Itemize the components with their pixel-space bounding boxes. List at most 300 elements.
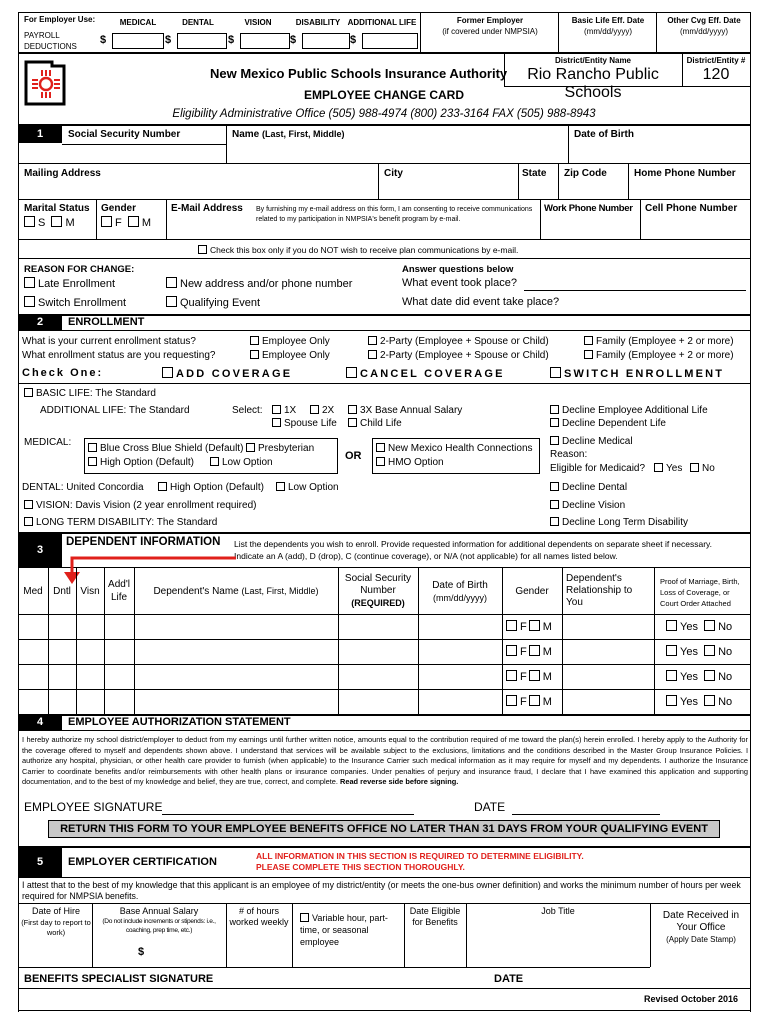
switch-enrollment-label-2: SWITCH ENROLLMENT — [564, 368, 725, 380]
city-label: City — [384, 168, 403, 179]
f-label: F — [520, 646, 527, 658]
switch-enrollment-option-2 — [550, 367, 724, 380]
job-title-label: Job Title — [541, 906, 575, 916]
basic-life-eff-label: Basic Life Eff. Date — [571, 16, 645, 25]
ssn1: Social Security — [344, 573, 412, 584]
no-email-option — [198, 245, 518, 255]
dep1-m-checkbox[interactable] — [529, 620, 540, 631]
home-phone-label: Home Phone Number — [634, 168, 736, 179]
dep2-f-checkbox[interactable] — [506, 645, 517, 656]
divider — [226, 125, 227, 163]
hours-input[interactable] — [228, 935, 290, 966]
table-row — [666, 670, 732, 683]
decline-add-life-label: Decline Employee Additional Life — [562, 405, 708, 416]
spouse-life-checkbox[interactable] — [272, 418, 281, 427]
dental-high-checkbox[interactable] — [158, 482, 167, 491]
divider — [656, 12, 657, 52]
col-ssn — [338, 573, 418, 610]
work-phone-label: Work Phone Number — [544, 203, 633, 214]
dependent-info-heading: DEPENDENT INFORMATION — [66, 536, 221, 548]
gender-m-checkbox[interactable] — [128, 216, 139, 227]
variable-checkbox[interactable] — [300, 913, 309, 922]
payroll-deductions: PAYROLL DEDUCTIONS — [24, 31, 77, 51]
f-label: F — [520, 671, 527, 683]
dependent-instructions-2: Indicate an A (add), D (drop), C (continue coverage), or N/A (not applicable) for all names listed below. — [234, 551, 618, 561]
no-label: No — [718, 646, 733, 658]
life-1x-label: 1X — [284, 405, 297, 416]
add-coverage-checkbox[interactable] — [162, 367, 173, 378]
divider — [518, 163, 519, 199]
divider — [654, 567, 655, 714]
vision-label: VISION: Davis Vision (2 year enrollment required) — [36, 500, 257, 511]
medicaid-no-label: No — [702, 463, 715, 474]
yes-label: Yes — [680, 646, 698, 658]
state-label: State — [522, 168, 547, 179]
child-life-option — [348, 418, 402, 429]
answer-questions-label: Answer questions below — [402, 264, 514, 275]
mailing-input[interactable] — [20, 182, 376, 198]
row-rule — [18, 383, 750, 384]
specialist-date-input[interactable] — [530, 970, 648, 988]
dep1-yes-checkbox[interactable] — [666, 620, 677, 631]
salary-dollar: $ — [138, 946, 145, 958]
current-two-party-checkbox[interactable] — [368, 336, 377, 345]
medicaid-yes-option — [654, 463, 682, 474]
proof3: Court Order Attached — [660, 599, 731, 608]
ltd-label: LONG TERM DISABILITY: The Standard — [36, 517, 218, 528]
divider — [650, 903, 651, 967]
col-medical: MEDICAL — [119, 18, 157, 27]
dep4-yes-checkbox[interactable] — [666, 695, 677, 706]
attest-text: I attest that to the best of my knowledge that this applicant is an employee of my district/entity (or meets the one-bus owner definition) and works the minimum number of hours per week required for NMPSIA benefits. — [22, 880, 741, 901]
disability-deduction-input[interactable] — [302, 33, 350, 49]
table-row — [506, 645, 552, 658]
section-rule — [18, 846, 750, 848]
table-row — [666, 695, 732, 708]
vision-option — [24, 500, 256, 511]
what-event-line — [524, 290, 746, 291]
section-2-number: 2 — [18, 315, 62, 330]
current-two-party — [368, 336, 549, 347]
spouse-life-label: Spouse Life — [284, 418, 337, 429]
cell-phone-input[interactable] — [642, 218, 748, 238]
medical-label: MEDICAL: — [24, 437, 72, 448]
district-name: Rio Rancho Public Schools — [527, 66, 659, 101]
table-row — [506, 670, 552, 683]
district-num-label: District/Entity # — [686, 56, 746, 65]
enrollment-heading: ENROLLMENT — [68, 316, 145, 328]
employee-date-label: DATE — [474, 800, 506, 814]
cell-phone-label: Cell Phone Number — [645, 203, 738, 214]
current-status-label: What is your current enrollment status? — [22, 336, 196, 347]
return-notice: RETURN THIS FORM TO YOUR EMPLOYEE BENEFITS OFFICE NO LATER THAN 31 DAYS FROM YOUR QUALIFYING EVENT — [60, 823, 708, 835]
table-row — [506, 695, 552, 708]
bcbs-option — [88, 443, 243, 454]
add-coverage-option — [162, 367, 292, 380]
check-one-label: Check One: — [22, 367, 104, 379]
decline-dep-life-option — [550, 418, 666, 429]
low-option-checkbox[interactable] — [210, 457, 219, 466]
additional-life-label: ADDITIONAL LIFE: The Standard — [40, 405, 190, 416]
no-email-label: Check this box only if you do NOT wish to receive plan communications by e-mail. — [210, 245, 519, 255]
marital-m-checkbox[interactable] — [51, 216, 62, 227]
two-party-label: 2-Party (Employee + Spouse or Child) — [380, 336, 549, 347]
dob-label: Date of Birth — [574, 129, 634, 140]
date-of-hire-label: Date of Hire — [31, 906, 81, 916]
decline-medical-checkbox[interactable] — [550, 436, 559, 445]
marital-m-label: M — [65, 217, 75, 229]
decline-add-life-checkbox[interactable] — [550, 405, 559, 414]
date-format-hint: (mm/dd/yyyy) — [584, 27, 632, 36]
medicaid-label: Eligible for Medicaid? — [550, 463, 646, 474]
low-option — [210, 457, 273, 468]
decline-dental-label: Decline Dental — [562, 482, 628, 493]
specialist-signature-input[interactable] — [228, 970, 488, 988]
dollar-sign: $ — [290, 34, 297, 46]
other-cvg-eff-label: Other Cvg Eff. Date — [667, 16, 741, 25]
life-3x-label: 3X Base Annual Salary — [360, 405, 463, 416]
dep3-m-checkbox[interactable] — [529, 670, 540, 681]
decline-vision-option — [550, 500, 625, 511]
req-two-party-checkbox[interactable] — [368, 350, 377, 359]
no-label: No — [718, 696, 733, 708]
city-input[interactable] — [380, 182, 516, 198]
family-label: Family (Employee + 2 or more) — [596, 350, 734, 361]
divider — [420, 12, 421, 52]
current-family — [584, 336, 734, 347]
gender-f-checkbox[interactable] — [101, 216, 112, 227]
authorization-heading: EMPLOYEE AUTHORIZATION STATEMENT — [68, 716, 291, 728]
what-date-input[interactable] — [566, 295, 746, 309]
medicaid-yes-label: Yes — [666, 463, 683, 474]
reason-label: REASON FOR CHANGE: — [24, 264, 135, 275]
employee-signature-input[interactable] — [162, 798, 414, 814]
revised-date: Revised October 2016 — [644, 994, 739, 1004]
decline-vision-checkbox[interactable] — [550, 500, 559, 509]
basic-life-option — [24, 388, 156, 399]
dep2-no-checkbox[interactable] — [704, 645, 715, 656]
decline-dep-life-checkbox[interactable] — [550, 418, 559, 427]
new-address-checkbox[interactable] — [166, 277, 177, 288]
rel1: Dependent's — [566, 573, 622, 584]
life-3x-checkbox[interactable] — [348, 405, 357, 414]
section-1-number: 1 — [18, 125, 62, 143]
dep4-f-checkbox[interactable] — [506, 695, 517, 706]
row-rule — [18, 664, 750, 665]
hmo-label: HMO Option — [388, 457, 444, 468]
dep4-m-checkbox[interactable] — [529, 695, 540, 706]
dep3-no-checkbox[interactable] — [704, 670, 715, 681]
switch-enrollment-option — [24, 296, 126, 309]
dental-label: DENTAL: United Concordia — [22, 482, 144, 493]
late-enrollment-label: Late Enrollment — [38, 278, 116, 290]
medicaid-no-checkbox[interactable] — [690, 463, 699, 472]
nmhc-label: New Mexico Health Connections — [388, 443, 533, 454]
divider — [96, 199, 97, 239]
row-rule — [18, 689, 750, 690]
red-arrow-icon — [60, 550, 240, 586]
office-contact: Eligibility Administrative Office (505) 988-4974 (800) 233-3164 FAX (505) 988-8943 — [172, 108, 596, 120]
required-notice — [256, 851, 584, 873]
state-input[interactable] — [520, 182, 556, 198]
qualifying-event-label: Qualifying Event — [180, 297, 261, 309]
dep4-no-checkbox[interactable] — [704, 695, 715, 706]
hmo-checkbox[interactable] — [376, 457, 385, 466]
medicaid-yes-checkbox[interactable] — [654, 463, 663, 472]
no-label: No — [718, 671, 733, 683]
col-dep-name — [134, 586, 338, 597]
life-2x-label: 2X — [322, 405, 335, 416]
presbyterian-label: Presbyterian — [258, 443, 315, 454]
email-input[interactable] — [170, 224, 538, 238]
decline-ltd-label: Decline Long Term Disability — [562, 517, 688, 528]
dep-name-sub: (Last, First, Middle) — [241, 586, 319, 596]
ssn-input[interactable] — [62, 144, 226, 163]
card-title: EMPLOYEE CHANGE CARD — [303, 88, 464, 102]
ltd-option — [24, 517, 217, 528]
email-label: E-Mail Address — [171, 203, 243, 214]
read-reverse: Read reverse side before signing. — [340, 777, 459, 786]
date-eligible-input[interactable] — [406, 935, 464, 966]
decline-add-life-option — [550, 405, 708, 416]
life-label: Life — [110, 592, 128, 603]
required-line-1: ALL INFORMATION IN THIS SECTION IS REQUIRED TO DETERMINE ELIGIBILITY. — [256, 851, 584, 861]
specialist-date-label: DATE — [494, 973, 524, 985]
for-employer-use: For Employer Use: — [24, 15, 96, 24]
proof1: Proof of Marriage, Birth, — [660, 577, 740, 586]
district-name-label: District/Entity Name — [554, 56, 632, 65]
qualifying-event-checkbox[interactable] — [166, 296, 177, 307]
date-eligible-label: Date Eligible for Benefits — [409, 906, 461, 927]
col-addl-life — [104, 578, 134, 604]
cancel-coverage-label: CANCEL COVERAGE — [360, 368, 505, 380]
name-input[interactable] — [228, 144, 566, 163]
col-proof — [660, 576, 750, 609]
or-label: OR — [345, 450, 362, 462]
dollar-sign: $ — [100, 34, 107, 46]
dental-low-checkbox[interactable] — [276, 482, 285, 491]
marital-s-label: S — [38, 217, 46, 229]
date-format-hint: (mm/dd/yyyy) — [680, 27, 728, 36]
presbyterian-option — [246, 443, 314, 454]
switch-enrollment-checkbox[interactable] — [24, 296, 35, 307]
decline-ltd-checkbox[interactable] — [550, 517, 559, 526]
m-label: M — [542, 646, 552, 658]
hmo-option — [376, 457, 444, 468]
dob-input[interactable] — [570, 144, 748, 163]
col-vision: VISION — [244, 18, 272, 27]
two-party-label: 2-Party (Employee + Spouse or Child) — [380, 350, 549, 361]
divider — [562, 567, 563, 714]
dep3-f-checkbox[interactable] — [506, 670, 517, 681]
decline-dep-life-label: Decline Dependent Life — [562, 418, 666, 429]
date-of-hire-input[interactable] — [20, 940, 90, 966]
base-salary-label: Base Annual Salary — [119, 906, 199, 916]
decline-reason-input[interactable] — [592, 448, 746, 460]
req-two-party — [368, 350, 549, 361]
life-2x-checkbox[interactable] — [310, 405, 319, 414]
no-email-checkbox[interactable] — [198, 245, 207, 254]
m-label: M — [542, 621, 552, 633]
m-label: M — [542, 696, 552, 708]
section-rule — [18, 124, 750, 126]
gender-m-label: M — [141, 217, 152, 229]
ssn-label: Social Security Number — [68, 129, 181, 140]
employee-date-input[interactable] — [512, 798, 660, 814]
req-emp-only-checkbox[interactable] — [250, 350, 259, 359]
col-disability: DISABILITY — [295, 18, 341, 27]
former-employer-label: Former Employer — [456, 16, 524, 25]
vision-checkbox[interactable] — [24, 500, 33, 509]
dental-high-label: High Option (Default) — [170, 482, 264, 493]
section-rule — [18, 532, 750, 534]
col-dntl: Dntl — [53, 586, 71, 597]
decline-dental-option — [550, 482, 627, 493]
col-additional-life: ADDITIONAL LIFE — [347, 18, 417, 27]
f-label: F — [520, 621, 527, 633]
former-employer-sub: (if covered under NMPSIA) — [442, 27, 538, 36]
dental-high-option — [158, 482, 264, 493]
col-visn: Visn — [80, 586, 100, 597]
variable-label: Variable hour, part-time, or seasonal employee — [300, 913, 388, 947]
ssn2: Number — [360, 585, 396, 596]
ltd-checkbox[interactable] — [24, 517, 33, 526]
high-option — [88, 457, 194, 468]
header-rule — [18, 52, 750, 54]
dep-name-label: Dependent's Name — [153, 586, 239, 597]
dep1-f-checkbox[interactable] — [506, 620, 517, 631]
divider — [640, 199, 641, 239]
vision-deduction-input[interactable] — [240, 33, 290, 49]
no-label: No — [718, 621, 733, 633]
authority-name: New Mexico Public Schools Insurance Authority — [210, 66, 508, 81]
date-received-label: Date Received in Your Office — [662, 910, 740, 933]
section-5-number: 5 — [18, 847, 62, 877]
dental-deduction-input[interactable] — [177, 33, 227, 49]
spouse-life-option — [272, 418, 337, 429]
employer-cert-heading: EMPLOYER CERTIFICATION — [68, 856, 217, 868]
req-family-checkbox[interactable] — [584, 350, 593, 359]
what-event-input[interactable] — [524, 276, 746, 290]
zip-input[interactable] — [560, 182, 626, 198]
marital-s-checkbox[interactable] — [24, 216, 35, 227]
high-option-checkbox[interactable] — [88, 457, 97, 466]
col-med: Med — [23, 586, 43, 597]
yes-label: Yes — [680, 621, 698, 633]
row-rule — [18, 614, 750, 615]
decline-dental-checkbox[interactable] — [550, 482, 559, 491]
f-label: F — [520, 696, 527, 708]
row-rule — [18, 903, 750, 904]
family-label: Family (Employee + 2 or more) — [596, 336, 734, 347]
district-num: 120 — [702, 66, 730, 83]
job-title-input[interactable] — [468, 920, 648, 966]
medical-deduction-input[interactable] — [112, 33, 164, 49]
what-event-label: What event took place? — [402, 277, 517, 289]
col-dob — [418, 580, 502, 605]
dollar-sign: $ — [165, 34, 172, 46]
authorization-body: I hereby authorize my school district/employer to deduct from my earnings until further written notice, amounts equal to the contribution required of me toward the plan(s) herein enrolled. I hereby apply to the Authority for the coverage offered to myself and dependents shown above. I understand that services will be available subject to the exclusions, limitations and the conditions described in the Master Group Insurance Policies. I authorize any hospital, physician, or other health care provider to furnish (when applicable) to the Insurance Carrier such medical information as it may require for myself and my dependents. I authorize the Insurance Carrier to coordinate benefits and/or reimbursements with other health plans or insurance companies. Under penalties of perjury and insurance fraud, I declare that I have examined this application and supporting documentation, and to the best of my knowledge and belief, they are true, correct, and complete. — [22, 735, 748, 786]
table-row — [666, 645, 732, 658]
gender-f-label: F — [115, 217, 122, 229]
decline-medical-label: Decline Medical — [562, 436, 633, 447]
dep1-no-checkbox[interactable] — [704, 620, 715, 631]
dep3-yes-checkbox[interactable] — [666, 670, 677, 681]
gender-options — [101, 216, 151, 229]
divider — [568, 125, 569, 163]
cancel-coverage-checkbox[interactable] — [346, 367, 357, 378]
cancel-coverage-option — [346, 367, 505, 380]
child-life-checkbox[interactable] — [348, 418, 357, 427]
row-rule — [18, 877, 750, 878]
col-gender: Gender — [515, 586, 549, 597]
row-rule — [18, 330, 750, 331]
apply-stamp-label: (Apply Date Stamp) — [666, 935, 736, 944]
decline-reason-label: Reason: — [550, 449, 588, 460]
home-phone-input[interactable] — [630, 182, 748, 198]
base-salary-input[interactable] — [150, 940, 224, 966]
requesting-label: What enrollment status are you requesting? — [22, 350, 216, 361]
nmhc-checkbox[interactable] — [376, 443, 385, 452]
switch-enrollment-checkbox-2[interactable] — [550, 367, 561, 378]
high-option-label: High Option (Default) — [100, 457, 194, 468]
current-emp-only-checkbox[interactable] — [250, 336, 259, 345]
m-label: M — [542, 671, 552, 683]
yes-label: Yes — [680, 671, 698, 683]
table-row — [506, 620, 552, 633]
req-family — [584, 350, 734, 361]
dob1: Date of Birth — [432, 580, 488, 591]
section-4-number: 4 — [18, 715, 62, 730]
dental-low-option — [276, 482, 339, 493]
bottom-rule — [18, 1010, 750, 1011]
life-1x-option — [272, 405, 296, 416]
dep2-yes-checkbox[interactable] — [666, 645, 677, 656]
presbyterian-checkbox[interactable] — [246, 443, 255, 452]
ssn3: (REQUIRED) — [351, 598, 405, 608]
date-of-hire-sub: (First day to report to work) — [21, 918, 91, 937]
work-phone-input[interactable] — [542, 218, 638, 238]
basic-life-label: BASIC LIFE: The Standard — [36, 388, 156, 399]
emp-only-label: Employee Only — [262, 350, 330, 361]
life-1x-checkbox[interactable] — [272, 405, 281, 414]
basic-life-checkbox[interactable] — [24, 388, 33, 397]
variable-option — [300, 912, 400, 948]
late-enrollment-checkbox[interactable] — [24, 277, 35, 288]
add-coverage-label: ADD COVERAGE — [176, 368, 293, 380]
additional-life-deduction-input[interactable] — [362, 33, 418, 49]
col-dental: DENTAL — [182, 18, 214, 27]
divider — [558, 163, 559, 199]
divider — [628, 163, 629, 199]
row-rule — [18, 258, 750, 259]
row-rule — [18, 163, 750, 164]
yes-label: Yes — [680, 696, 698, 708]
bcbs-checkbox[interactable] — [88, 443, 97, 452]
marital-label: Marital Status — [24, 203, 90, 214]
new-address-option — [166, 277, 352, 290]
signature-line — [162, 814, 414, 815]
divider — [558, 12, 559, 52]
row-rule — [18, 988, 750, 989]
email-consent: By furnishing my e-mail address on this form, I am consenting to receive communications related to my participation in NMPSIA's benefit program by e-mail. — [256, 206, 533, 223]
authorization-text — [22, 735, 748, 788]
name-label-group — [232, 129, 345, 140]
current-family-checkbox[interactable] — [584, 336, 593, 345]
divider — [292, 903, 293, 967]
col-relationship — [566, 573, 654, 609]
dep2-m-checkbox[interactable] — [529, 645, 540, 656]
